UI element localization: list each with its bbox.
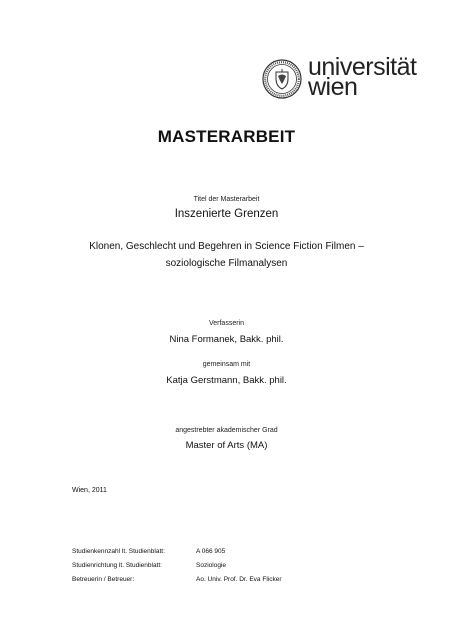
- logo-wordmark: [308, 53, 417, 101]
- info-row: [72, 576, 281, 590]
- info-row: [72, 562, 281, 576]
- thesis-title: Inszenierte Grenzen: [174, 208, 279, 220]
- logo-text-line2: wien: [308, 73, 358, 101]
- info-row: [72, 548, 281, 562]
- degree-caption: angestrebter akademischer Grad: [175, 427, 278, 434]
- document-type-title: MASTERARBEIT: [157, 127, 296, 146]
- author-name-1: Nina Formanek, Bakk. phil.: [169, 334, 284, 345]
- author-name-2: Katja Gerstmann, Bakk. phil.: [166, 375, 287, 386]
- author-caption: Verfasserin: [208, 320, 245, 327]
- university-logo: [262, 53, 417, 103]
- info-value: Ao. Univ. Prof. Dr. Eva Flicker: [196, 576, 282, 583]
- university-seal-icon: [262, 59, 302, 99]
- thesis-subtitle-line1: Klonen, Geschlecht und Begehren in Science Fiction Filmen –: [89, 241, 364, 252]
- place-date: Wien, 2011: [72, 487, 107, 494]
- info-value: A 066 905: [196, 548, 226, 555]
- degree-value: Master of Arts (MA): [185, 440, 268, 451]
- info-label: Betreuerin / Betreuer:: [72, 576, 135, 583]
- logo-text-line1: universität: [308, 53, 417, 81]
- info-value: Soziologie: [196, 562, 226, 569]
- study-info: [72, 548, 281, 590]
- thesis-title-caption: Titel der Masterarbeit: [193, 196, 260, 203]
- info-label: Studienkennzahl lt. Studienblatt:: [72, 548, 165, 555]
- joint-author-caption: gemeinsam mit: [202, 361, 251, 368]
- thesis-subtitle-line2: soziologische Filmanalysen: [165, 258, 288, 269]
- info-label: Studienrichtung lt. Studienblatt:: [72, 562, 162, 569]
